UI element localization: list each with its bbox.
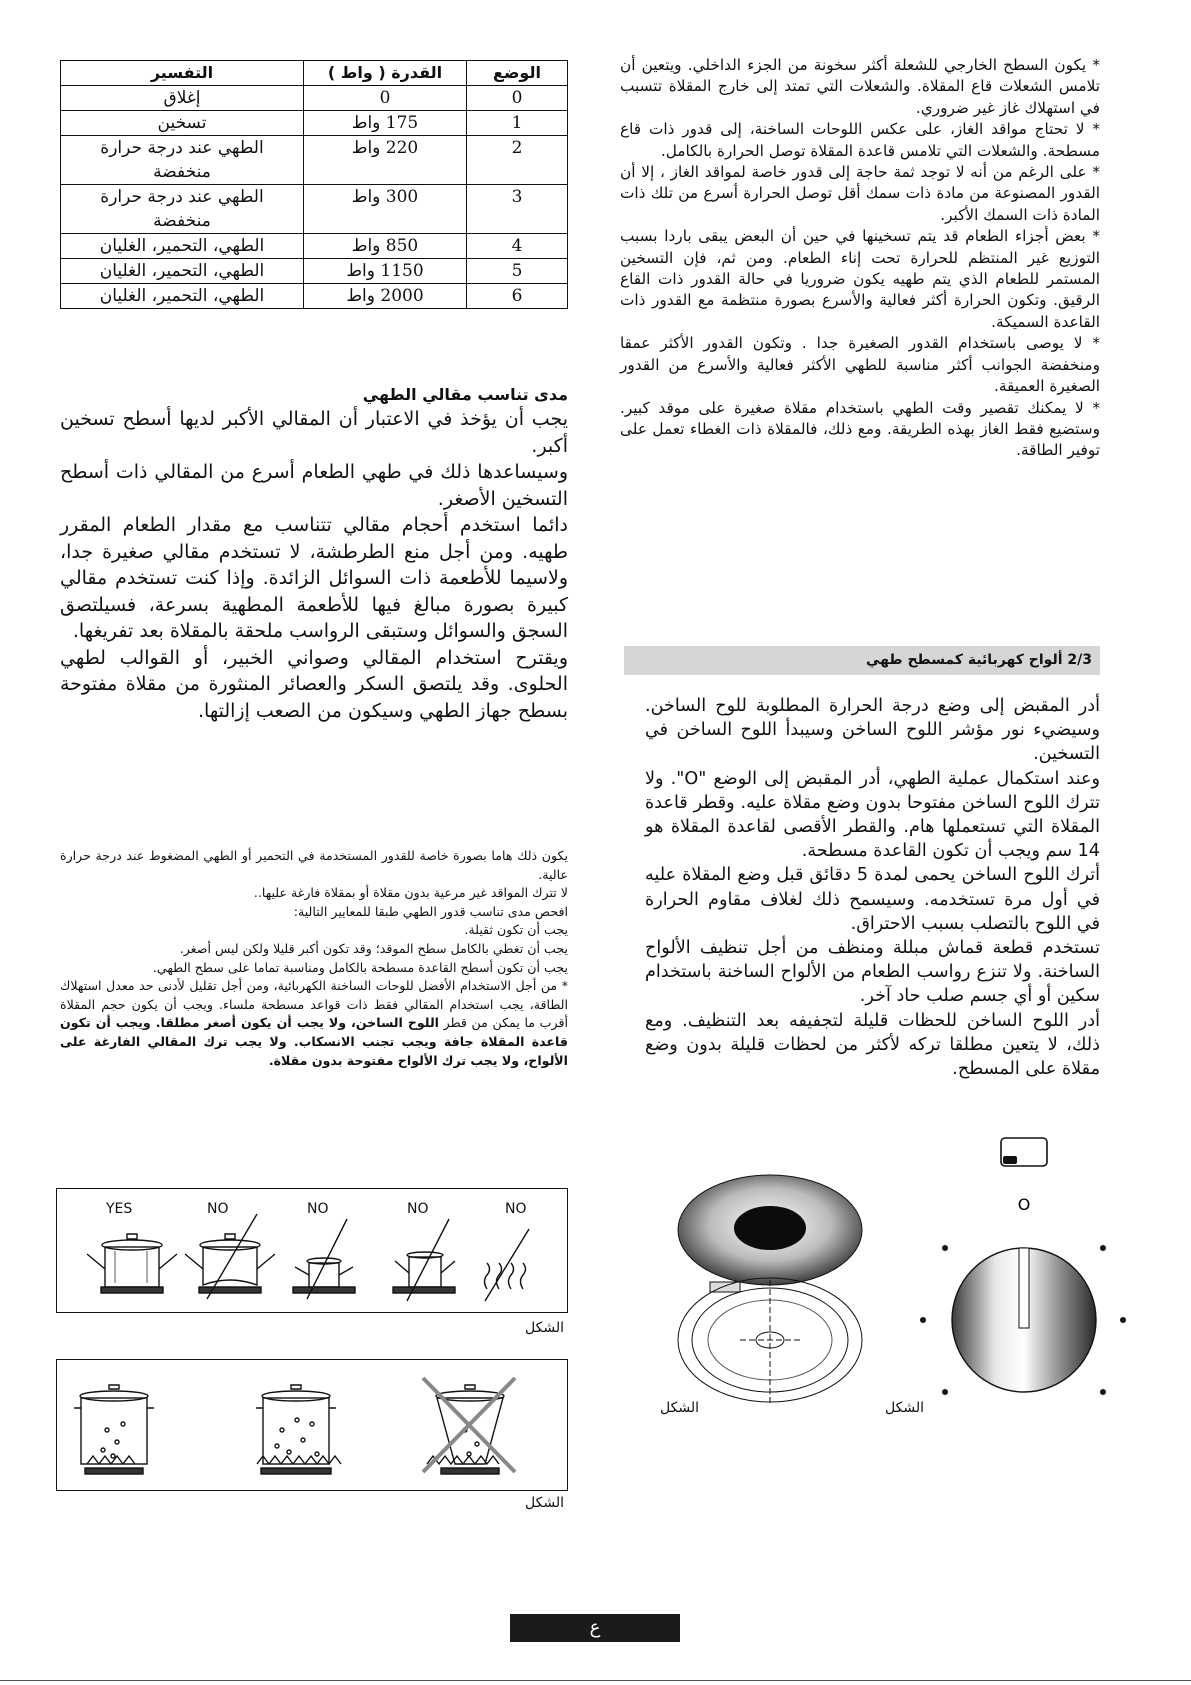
cell-power: 175 واط <box>304 111 467 136</box>
cell-position: 3 <box>467 185 568 234</box>
page-number: ع <box>510 1614 680 1642</box>
figure-caption: الشكل <box>525 1495 564 1511</box>
note-line: يجب أن تكون أسطح القاعدة مسطحة بالكامل ومناسبة تماما على سطح الطهي. <box>152 959 568 975</box>
gas-notes <box>620 55 1100 462</box>
figure-pot-size <box>56 1188 568 1313</box>
note-warning-text: * من أجل الاستخدام الأفضل للوحات الساخنة الكهربائية، ومن أجل تقليل لأدنى حد معدل استهلاك الطاقة، يجب استخدام المقالي فقط ذات قواعد مسطحة ملساء. ويجب أن يكون حجم المقلاة أقرب ما يمكن من قطر <box>60 978 568 1031</box>
gas-note-4: * بعض أجزاء الطعام قد يتم تسخينها في حين أن البعض يبقى باردا بسبب التوزيع غير المنتظم للحرارة تحت إناء الطعام. ومن ثم، فإن التسخين المستمر للطعام الذي يتم طهيه يكون ضروريا في حالة القدور ذات القاع الرقيق. وتكون الحرارة أكثر فعالية والأسرع بصورة منتظمة مع القدور ذات القاعدة السميكة. <box>620 227 1100 331</box>
suitability-para-3: دائما استخدم أحجام مقالي تتناسب مع مقدار الطعام المقرر طهيه. ومن أجل منع الطرطشة، لا تستخدم مقالي صغيرة جدا، ولاسيما للأطعمة ذات السوائل الزائدة. وإذا كنت تستخدم مقالي كبيرة بصورة مبالغ فيها للأطعمة المطهية بسرعة، فسيلتصق السجق والسوائل وستبقى الرواسب ملحقة بالمقلاة بعد تفريغها. <box>60 514 568 642</box>
figure-caption: الشكل <box>525 1320 564 1336</box>
gas-note-2: * لا تحتاج مواقد الغاز، على عكس اللوحات الساخنة، إلى قدور ذات قاع مسطحة. والشعلات التي تلامس قاعدة المقلاة توصل الحرارة بالكامل. <box>620 120 1100 160</box>
suitability-para-2: وسيساعدها ذلك في طهي الطعام أسرع من المقالي ذات أسطح التسخين الأصغر. <box>60 461 568 510</box>
pot-boiling-over-icon <box>256 1385 341 1474</box>
pot-narrow-crossed-icon <box>423 1378 515 1474</box>
note-warning-bold: اللوح الساخن، ولا يجب أن يكون أصغر مطلقا. ويجب أن تكون قاعدة المقلاة جافة ويجب تجنب الانسكاب. ولا يجب ترك المقالي الفارغة على الألواح، ولا يجب ترك الألواح مفتوحة بدون مقلاة. <box>60 1015 568 1068</box>
boiling-pots-drawings <box>57 1360 567 1490</box>
cell-description: الطهي، التحمير، الغليان <box>61 284 304 309</box>
suitability-para-4: ويقترح استخدام المقالي وصواني الخبير، أو القوالب لطهي الحلوى. وقد يلتصق السكر والعصائر المنثورة من مقلاة مفتوحة بسطح جهاز الطهي وسيكون من الصعب إزالتها. <box>60 646 568 722</box>
cell-power: 300 واط <box>304 185 467 234</box>
cell-description: إغلاق <box>61 86 304 111</box>
cell-description: الطهي عند درجة حرارة منخفضة <box>61 185 304 234</box>
hot-plate-illustration <box>670 1170 870 1420</box>
note-line: افحص مدى تناسب قدور الطهي طبقا للمعايير التالية: <box>293 903 568 919</box>
table-row <box>61 136 568 185</box>
plates-para-3: أترك اللوح الساخن يحمى لمدة 5 دقائق قبل وضع المقلاة عليه في أول مرة تستخدمه. وسيسمح ذلك لغلاف مقاوم الحرارة في اللوح بالتصلب بسبب الاحتراق. <box>645 865 1100 934</box>
header-power: القدرة ( واط ) <box>304 61 467 86</box>
cell-power: 220 واط <box>304 136 467 185</box>
note-line: يجب أن تكون ثقيلة. <box>464 922 568 938</box>
cell-description: تسخين <box>61 111 304 136</box>
hot-plate-icon <box>678 1175 862 1405</box>
plate-indicator-icon <box>1001 1138 1047 1166</box>
cell-position: 6 <box>467 284 568 309</box>
cell-power: 2000 واط <box>304 284 467 309</box>
pan-notes <box>60 847 568 1070</box>
label-no: NO <box>505 1201 527 1217</box>
pot-size-drawings <box>57 1189 567 1312</box>
plates-para-5: أدر اللوح الساخن للحظات قليلة لتجفيفه بعد التنظيف. ومع ذلك، لا يتعين مطلقا تركه لأكثر من لحظات قليلة بدون وضع مقلاة على المسطح. <box>645 1010 1100 1080</box>
note-line: يكون ذلك هاما بصورة خاصة للقدور المستخدمة في التحمير أو الطهي المضغوط عند درجة حرارة عالية. <box>60 848 568 882</box>
table-row <box>61 111 568 136</box>
figure-caption: الشكل <box>885 1400 924 1416</box>
cell-power: 850 واط <box>304 234 467 259</box>
cell-position: 0 <box>467 86 568 111</box>
cell-description: الطهي عند درجة حرارة منخفضة <box>61 136 304 185</box>
table-row <box>61 185 568 234</box>
label-no: NO <box>307 1201 329 1217</box>
table-row <box>61 86 568 111</box>
table-row <box>61 234 568 259</box>
pot-too-small-icon <box>293 1219 355 1299</box>
label-no: NO <box>407 1201 429 1217</box>
label-yes: YES <box>106 1201 133 1217</box>
pot-warped-icon <box>185 1214 275 1299</box>
cell-power: 1150 واط <box>304 259 467 284</box>
suitability-para-1: يجب أن يؤخذ في الاعتبار أن المقالي الأكبر لديها أسطح تسخين أكبر. <box>60 408 568 457</box>
table-header-row <box>61 61 568 86</box>
cell-power: 0 <box>304 86 467 111</box>
table-row <box>61 259 568 284</box>
table-row <box>61 284 568 309</box>
control-knob-icon <box>952 1248 1096 1392</box>
gas-note-5: * لا يوصى باستخدام القدور الصغيرة جدا . وتكون القدور الأكثر عمقا ومنخفضة الجوانب أكثر مناسبة للطهي الأكثر فعالية والأسرع من القدور الصغيرة العميقة. <box>620 334 1100 396</box>
header-position: الوضع <box>467 61 568 86</box>
plates-para-4: تستخدم قطعة قماش مبللة ومنظف من أجل تنظيف الألواح الساخنة. ولا تنزع رواسب الطعام من الألواح الساخنة باستخدام سكين أو أي جسم صلب حاد آخر. <box>645 938 1100 1007</box>
gas-note-3: * على الرغم من أنه لا توجد ثمة حاجة إلى قدور خاصة لمواقد الغاز ، إلا أن القدور المصنوعة من مادة ذات سمك أقل توصل الحرارة أسرع من تلك ذات المادة ذات السمك الأكبر. <box>620 163 1100 224</box>
cell-description: الطهي، التحمير، الغليان <box>61 259 304 284</box>
power-table <box>60 60 568 309</box>
pot-boiling-correct-icon <box>74 1385 154 1474</box>
plates-para-2: وعند استكمال عملية الطهي، أدر المقبض إلى الوضع "O". ولا تترك اللوح الساخن مفتوحا بدون وضع مقلاة عليه. وقطر قاعدة المقلاة التي تستعملها هام. والقطر الأقصى لقاعدة المقلاة هو 14 سم ويجب أن تكون القاعدة مسطحة. <box>645 768 1100 862</box>
note-line-warning <box>60 977 568 1070</box>
section-heading-pan-suitability: مدى تناسب مقالي الطهي <box>362 385 568 404</box>
pot-offcenter-icon <box>393 1219 455 1301</box>
pot-correct-icon <box>87 1234 177 1293</box>
gas-note-1: * يكون السطح الخارجي للشعلة أكثر سخونة من الجزء الداخلي. ويتعين أن تلامس الشعلات قاع المقلاة. والشعلات التي تمتد إلى خارج المقلاة تتسبب في استهلاك غاز غير ضروري. <box>620 56 1100 117</box>
cell-position: 5 <box>467 259 568 284</box>
flame-no-pot-icon <box>485 1229 530 1301</box>
cell-position: 1 <box>467 111 568 136</box>
label-no: NO <box>207 1201 229 1217</box>
figure-caption: الشكل <box>660 1400 699 1416</box>
knob-zero-mark: O <box>1017 1195 1031 1214</box>
figure-boiling-pots <box>56 1359 568 1491</box>
electric-plates-text <box>645 694 1100 1081</box>
section-heading-electric-plates: 2/3 ألواح كهربائية كمسطح طهي <box>624 646 1100 675</box>
gas-note-6: * لا يمكنك تقصير وقت الطهي باستخدام مقلاة صغيرة على موقد كبير. وستضيع فقط الغاز بهذه الطريقة. ومع ذلك، فالمقلاة ذات الغطاء تعمل على توفير الطاقة. <box>620 398 1100 460</box>
note-line: لا تترك المواقد غير مرعية بدون مقلاة أو بمقلاة فارغة عليها.. <box>253 885 568 901</box>
cell-position: 2 <box>467 136 568 185</box>
control-knob-illustration <box>905 1130 1135 1420</box>
cell-position: 4 <box>467 234 568 259</box>
bottom-rule <box>0 1680 1191 1681</box>
note-line: يجب أن تغطي بالكامل سطح الموقد؛ وقد تكون أكبر قليلا ولكن ليس أصغر. <box>179 940 568 956</box>
header-description: التفسير <box>61 61 304 86</box>
plates-para-1: أدر المقبض إلى وضع درجة الحرارة المطلوبة للوح الساخن. وسيضيء نور مؤشر اللوح الساخن وسيبدأ اللوح الساخن في التسخين. <box>645 696 1100 765</box>
cell-description: الطهي، التحمير، الغليان <box>61 234 304 259</box>
pan-suitability <box>60 385 568 724</box>
